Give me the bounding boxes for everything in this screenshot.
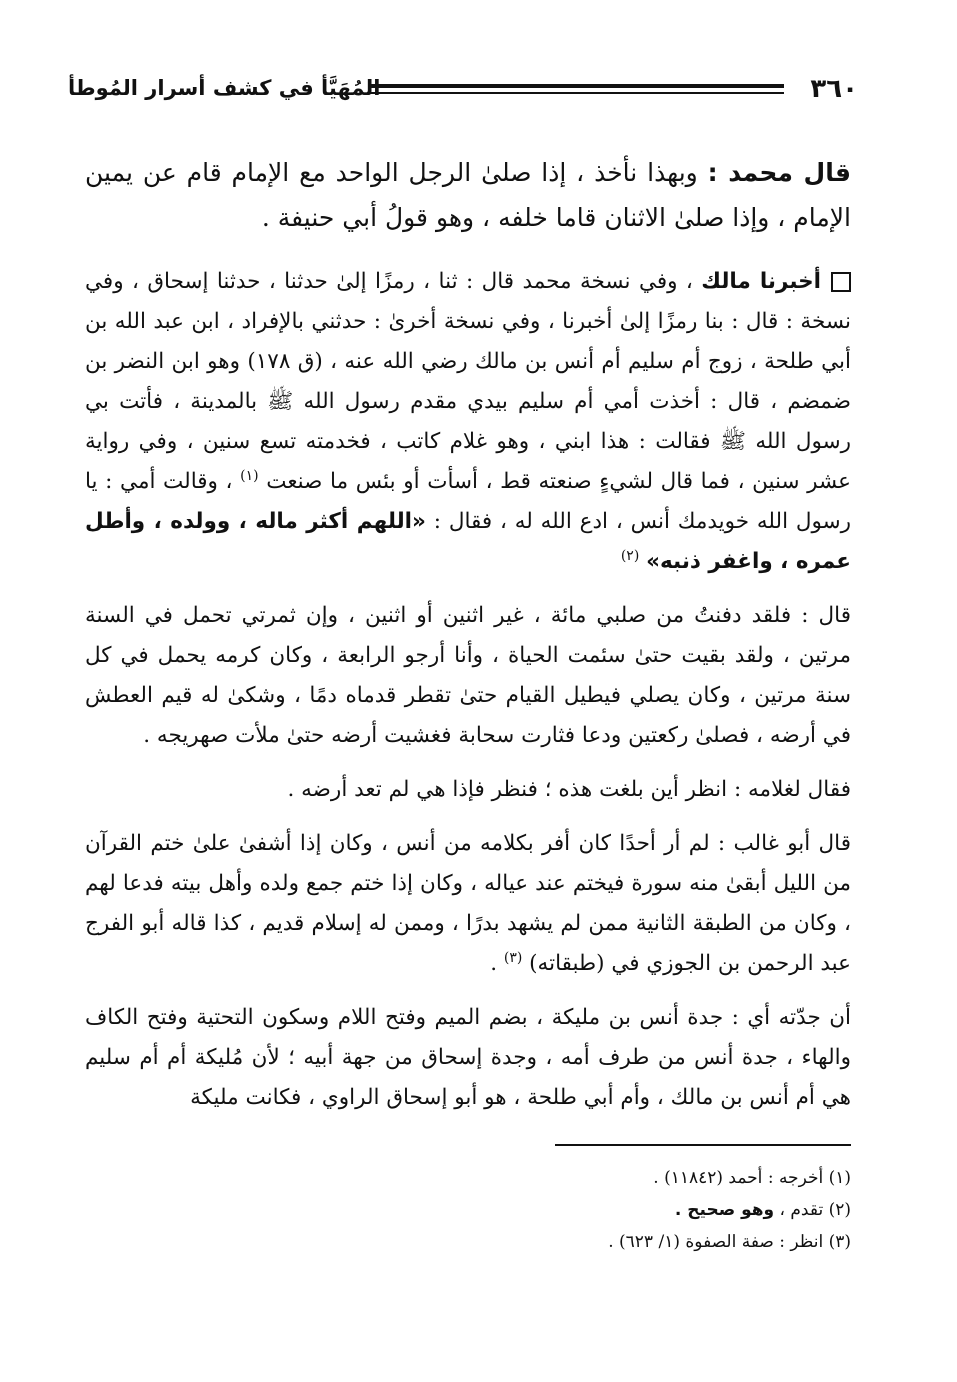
paragraph-abu-ghalib xyxy=(85,824,851,984)
main-text xyxy=(85,150,851,1118)
paragraph-text: وبهذا نأخذ ، إذا صلىٰ الرجل الواحد مع الإمام قام عن يمين الإمام ، وإذا صلىٰ الاثنان قاما خلفه ، وهو قولُ أبي حنيفة . xyxy=(85,158,851,232)
footnote-2 xyxy=(85,1194,851,1226)
paragraph-text: ، وفي نسخة محمد قال : ثنا ، رمزًا إلىٰ حدثنا ، حدثنا إسحاق ، وفي نسخة : قال : بنا رمزًا إلىٰ أخبرنا ، وفي نسخة أخرىٰ : حدثني بالإفراد ، ابن عبد الله بن أبي طلحة ، زوج أم سليم أم أنس بن مالك رضي الله عنه ، (ق ١٧٨) وهو ابن النضر بن ضمضم ، قال : أخذت أمي أم سليم بيدي مقدم رسول الله ﷺ بالمدينة ، فأتت بي رسول الله ﷺ فقالت : هذا ابني ، وهو غلام كاتب ، فخدمته تسع سنين ، وفي رواية عشر سنين ، فما قال لشيءٍ صنعته قط ، أسأت أو بئس ما صنعت xyxy=(85,269,851,494)
paragraph-text: أن جدّته أي : جدة أنس بن مليكة ، بضم الميم وفتح اللام وسكون التحتية وفتح الكاف والهاء ، جدة أنس من طرف أمه ، وجدة إسحاق من جهة أبيه ؛ لأن مُليكة أم أم سليم هي أم أنس بن مالك ، وأم أبي طلحة ، هو أبو إسحاق الراوي ، فكانت مليكة xyxy=(85,1005,851,1110)
paragraph-text: قال : فلقد دفنتُ من صلبي مائة ، غير اثنين أو اثنين ، وإن ثمرتي تحمل في السنة مرتين ، ولقد بقيت حتىٰ سئمت الحياة ، وأنا أرجو الرابعة ، وكان كرمه يحمل في كل سنة مرتين ، وكان يصلي فيطيل القيام حتىٰ تقطر قدماه دمًا ، وشكىٰ له قيم العطش في أرضه ، فصلىٰ ركعتين ودعا فثارت سحابة فغشيت أرضه حتىٰ ملأت صهريجه . xyxy=(85,603,851,748)
paragraph-muhammad xyxy=(85,150,851,240)
paragraph-text: ، وقالت أمي : يا رسول الله خويدمك أنس ، ادع الله له ، فقال : xyxy=(85,469,851,534)
footnotes xyxy=(85,1162,851,1258)
footnote-text: (١) أخرجه : أحمد (١١٨٤٢) . xyxy=(653,1168,851,1188)
footnote-1 xyxy=(85,1162,851,1194)
footnote-ref-3: (٣) xyxy=(503,949,523,966)
footnote-divider xyxy=(555,1144,851,1146)
paragraph-text: قال أبو غالب : لم أر أحدًا كان أفر بكلامه من أنس ، وكان إذا أشفىٰ علىٰ ختم القرآن من الليل أبقىٰ منه سورة فيختم عند عياله ، وكان إذا ختم جمع ولده وأهل بيته فدعا لهم ، وكان من الطبقة الثانية ممن لم يشهد بدرًا ، وممن له إسلام قديم ، كذا قاله أبو الفرج عبد الرحمن بن الجوزي في (طبقاته) xyxy=(85,831,851,976)
footnote-ref-1: (١) xyxy=(240,467,259,484)
paragraph-mulaika xyxy=(85,998,851,1118)
paragraph-text: فقال لغلامه : انظر أين بلغت هذه ؛ فنظر فإذا هي لم تعد أرضه . xyxy=(287,777,851,802)
header-rule-thin xyxy=(368,92,784,94)
section-marker-icon xyxy=(831,272,851,292)
footnote-3 xyxy=(85,1226,851,1258)
footnote-ref-2: (٢) xyxy=(620,547,640,564)
speaker-label: قال محمد : xyxy=(707,158,851,187)
footnote-grade: وهو صحيح . xyxy=(674,1200,775,1220)
paragraph-anas xyxy=(85,596,851,756)
paragraph-end: . xyxy=(490,951,504,976)
prophetic-quote: «اللهم أكثر ماله ، وولده ، وأطل عمره ، واغفر ذنبه» xyxy=(85,509,851,574)
narration-label: أخبرنا مالك xyxy=(701,269,821,294)
page-header xyxy=(68,72,858,112)
paragraph-hadith xyxy=(85,262,851,582)
page-number: ٣٦٠ xyxy=(810,74,858,104)
footnote-text: (٣) انظر : صفة الصفوة (١/ ٦٢٣) . xyxy=(608,1232,851,1252)
book-title: المُهَيَّأ في كشف أسرار المُوطأ xyxy=(68,76,381,100)
paragraph-servant xyxy=(85,770,851,810)
header-rule xyxy=(368,84,784,88)
footnote-text: (٢) تقدم ، xyxy=(779,1200,851,1220)
